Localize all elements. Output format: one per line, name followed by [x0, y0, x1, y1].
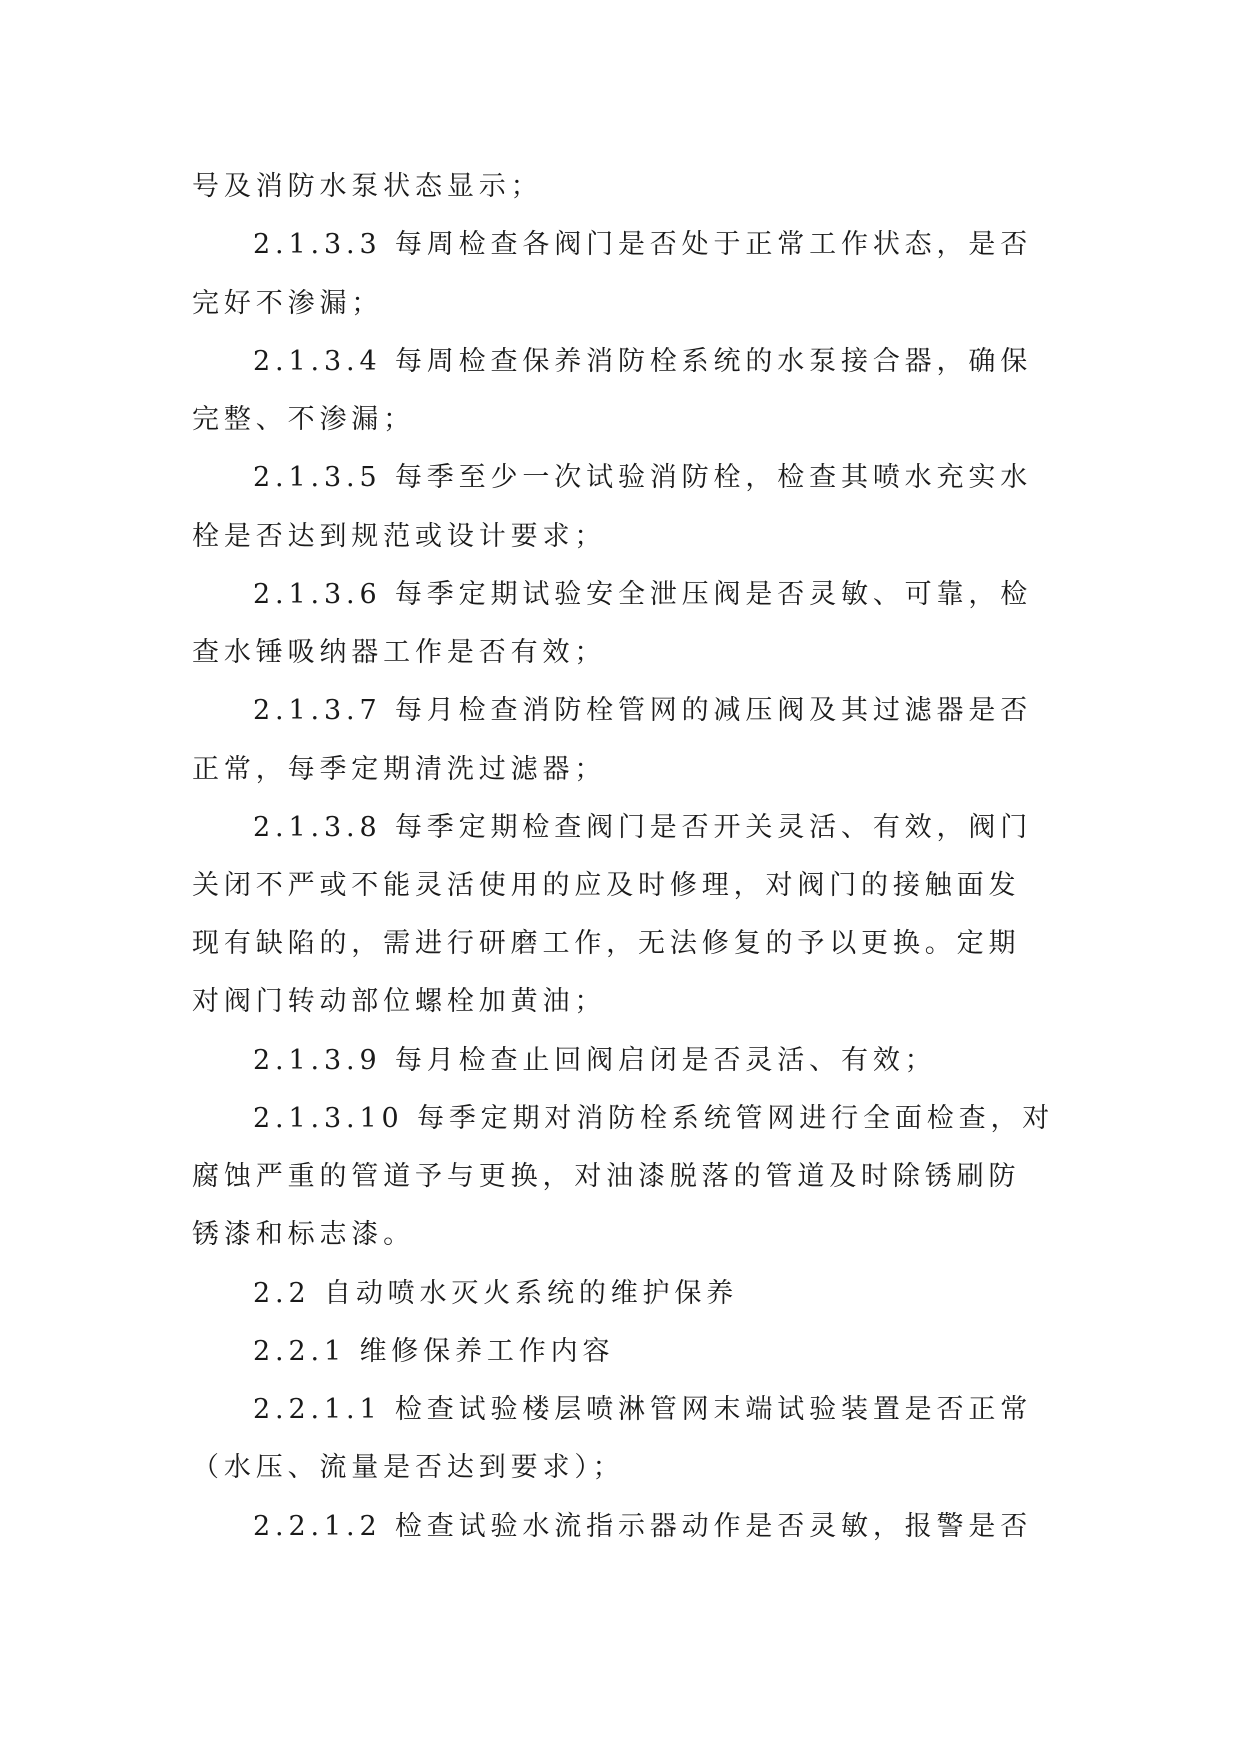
text-line: 现有缺陷的，需进行研磨工作，无法修复的予以更换。定期 — [192, 928, 1021, 959]
text-line: 腐蚀严重的管道予与更换，对油漆脱落的管道及时除锈刷防 — [192, 1161, 1021, 1192]
text-line: 2.1.3.7 每月检查消防栓管网的减压阀及其过滤器是否 — [253, 695, 1033, 726]
text-line: 2.2.1.1 检查试验楼层喷淋管网末端试验装置是否正常 — [253, 1394, 1033, 1425]
text-line: 2.2.1.2 检查试验水流指示器动作是否灵敏，报警是否 — [253, 1511, 1033, 1542]
subsection-heading: 2.2.1 维修保养工作内容 — [253, 1336, 615, 1367]
text-line: 2.1.3.3 每周检查各阀门是否处于正常工作状态，是否 — [253, 229, 1033, 260]
text-line: 2.1.3.9 每月检查止回阀启闭是否灵活、有效； — [253, 1045, 937, 1076]
text-line: 2.1.3.5 每季至少一次试验消防栓，检查其喷水充实水 — [253, 462, 1033, 493]
text-line: 2.1.3.4 每周检查保养消防栓系统的水泵接合器，确保 — [253, 346, 1033, 377]
text-line: 2.1.3.8 每季定期检查阀门是否开关灵活、有效，阀门 — [253, 812, 1033, 843]
text-line: 对阀门转动部位螺栓加黄油； — [192, 986, 607, 1017]
section-heading: 2.2 自动喷水灭火系统的维护保养 — [253, 1278, 739, 1309]
text-line: 2.1.3.6 每季定期试验安全泄压阀是否灵敏、可靠，检 — [253, 579, 1033, 610]
text-line: 关闭不严或不能灵活使用的应及时修理，对阀门的接触面发 — [192, 870, 1021, 901]
text-line: 栓是否达到规范或设计要求； — [192, 521, 607, 552]
text-line: 锈漆和标志漆。 — [192, 1219, 416, 1250]
text-line: 完整、不渗漏； — [192, 404, 416, 435]
text-line: （水压、流量是否达到要求）； — [192, 1452, 625, 1483]
text-line: 号及消防水泵状态显示； — [192, 171, 543, 202]
text-line: 2.1.3.10 每季定期对消防栓系统管网进行全面检查，对 — [253, 1103, 1055, 1134]
text-line: 正常，每季定期清洗过滤器； — [192, 754, 607, 785]
text-line: 查水锤吸纳器工作是否有效； — [192, 637, 607, 668]
text-line: 完好不渗漏； — [192, 288, 384, 319]
